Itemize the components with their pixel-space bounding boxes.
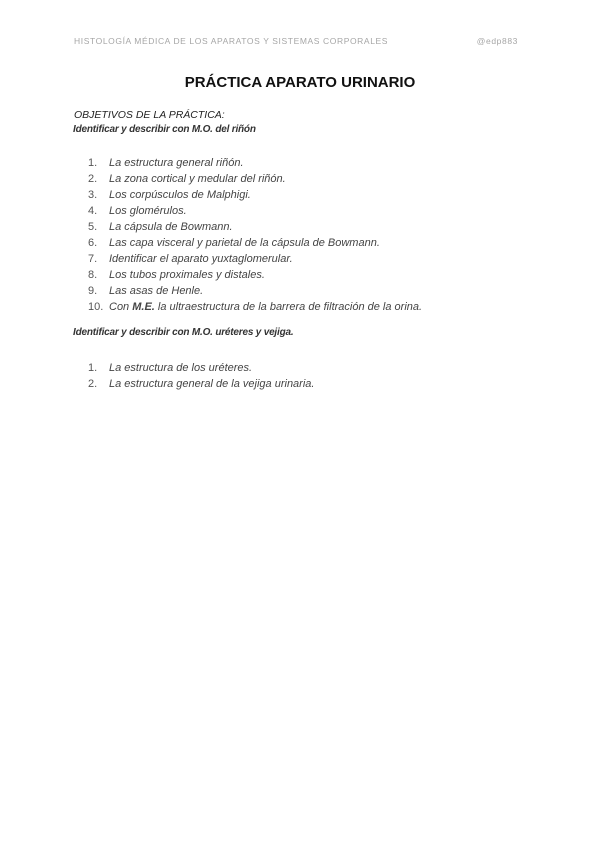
list-item-number: 4. — [88, 205, 98, 217]
objectives-label: OBJETIVOS DE LA PRÁCTICA: — [74, 109, 225, 121]
list-item-number: 2. — [88, 378, 98, 390]
list-item-text: La zona cortical y medular del riñón. — [109, 173, 286, 185]
list-item-text: Los tubos proximales y distales. — [109, 269, 265, 281]
list-item-text: Los corpúsculos de Malphigi. — [109, 189, 251, 201]
list-item-number: 8. — [88, 269, 98, 281]
section-ureter-bladder-subtitle: Identificar y describir con M.O. uréteres y vejiga. — [73, 327, 294, 338]
list-item — [88, 187, 422, 203]
list-item-text: La estructura de los uréteres. — [109, 362, 253, 374]
list-item — [88, 235, 422, 251]
list-item-number: 5. — [88, 221, 98, 233]
list-item-text: Identificar el aparato yuxtaglomerular. — [109, 253, 293, 265]
list-item — [88, 203, 422, 219]
kidney-objectives-list — [88, 155, 422, 315]
list-item-number: 2. — [88, 173, 98, 185]
course-header-text: HISTOLOGÍA MÉDICA DE LOS APARATOS Y SISTEMAS CORPORALES — [74, 36, 389, 46]
list-item-prefix: Con — [109, 301, 133, 313]
list-item-text: Los glomérulos. — [109, 205, 187, 217]
list-item-number: 6. — [88, 237, 98, 249]
list-item — [88, 283, 422, 299]
list-item-text: Las capa visceral y parietal de la cápsula de Bowmann. — [109, 237, 380, 249]
ureter-bladder-objectives-list — [88, 360, 314, 392]
list-item-number: 10. — [88, 301, 104, 313]
list-item — [88, 251, 422, 267]
list-item — [88, 376, 314, 392]
list-item — [88, 299, 422, 315]
list-item-number: 1. — [88, 157, 98, 169]
list-item-number: 9. — [88, 285, 98, 297]
page-title: PRÁCTICA APARATO URINARIO — [184, 74, 416, 91]
list-item — [88, 267, 422, 283]
page-header — [74, 36, 518, 46]
list-item-bold-abbrev: M.E. — [132, 301, 155, 313]
list-item-text: La cápsula de Bowmann. — [109, 221, 233, 233]
list-item-text: Las asas de Henle. — [109, 285, 204, 297]
author-handle: @edp883 — [476, 36, 518, 46]
list-item-number: 1. — [88, 362, 98, 374]
list-item-rest: la ultraestructura de la barrera de filtración de la orina. — [154, 301, 423, 313]
list-item-number: 7. — [88, 253, 98, 265]
list-item-text — [109, 299, 422, 315]
list-item — [88, 155, 422, 171]
list-item-text: La estructura general riñón. — [109, 157, 244, 169]
list-item — [88, 171, 422, 187]
list-item — [88, 219, 422, 235]
section-kidney-subtitle: Identificar y describir con M.O. del riñón — [73, 124, 256, 135]
list-item — [88, 360, 314, 376]
list-item-text: La estructura general de la vejiga urinaria. — [109, 378, 315, 390]
list-item-number: 3. — [88, 189, 98, 201]
